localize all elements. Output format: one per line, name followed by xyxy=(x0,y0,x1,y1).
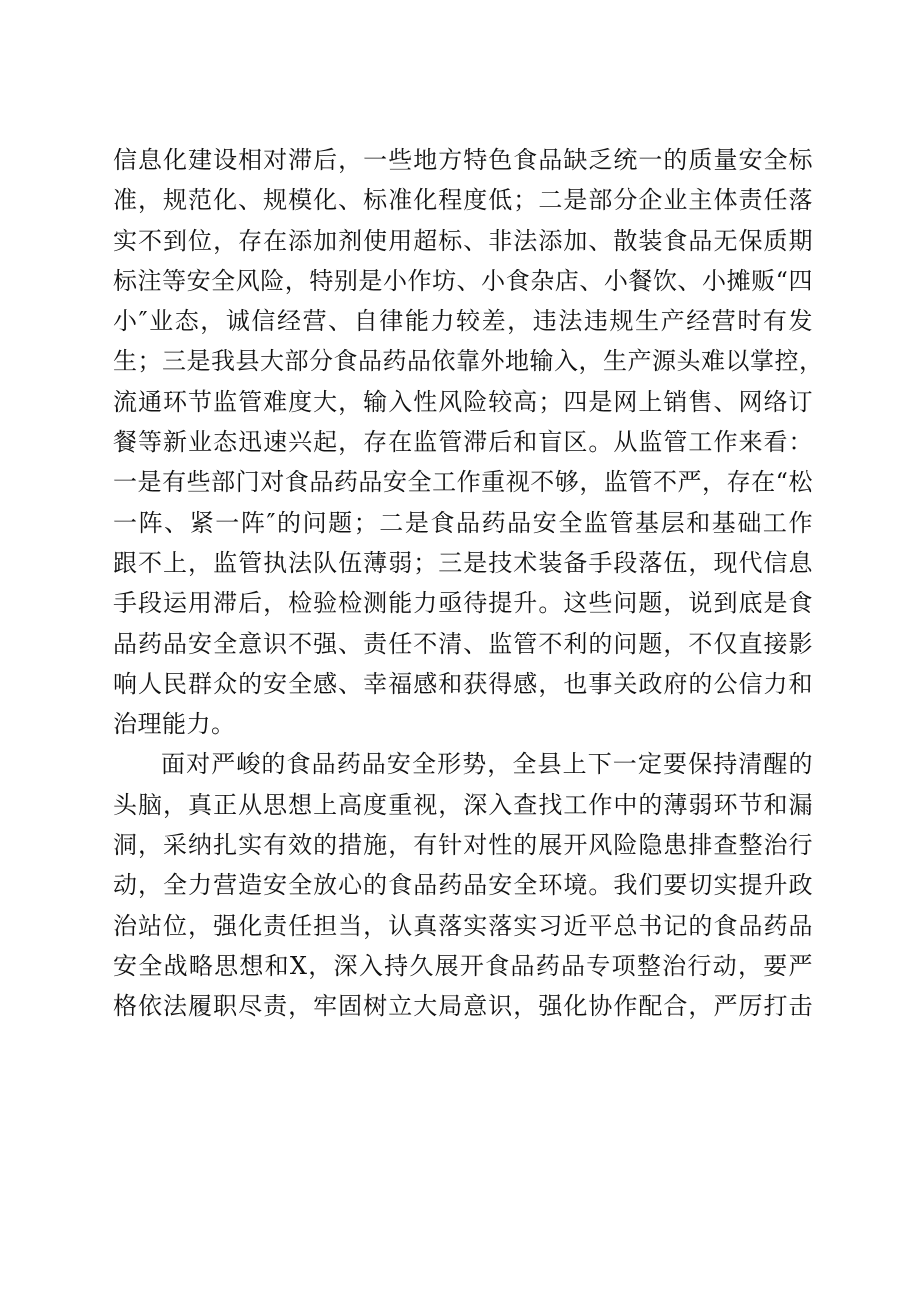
paragraph-line: 准，规范化、规模化、标准化程度低；二是部分企业主体责任落 xyxy=(113,186,813,215)
paragraph-line: 动，全力营造安全放心的食品药品安全环境。我们要切实提升政 xyxy=(113,871,813,900)
paragraph-line: 标注等安全风险，特别是小作坊、小食杂店、小餐饮、小摊贩“四 xyxy=(113,266,813,295)
paragraph-2 xyxy=(113,744,813,1026)
paragraph-line: 信息化建设相对滞后，一些地方特色食品缺乏统一的质量安全标 xyxy=(113,146,813,174)
paragraph-line: 餐等新业态迅速兴起，存在监管滞后和盲区。从监管工作来看： xyxy=(113,428,813,457)
paragraph-line: 跟不上，监管执法队伍薄弱；三是技术装备手段落伍，现代信息 xyxy=(113,548,813,577)
paragraph-line: 生；三是我县大部分食品药品依靠外地输入，生产源头难以掌控， xyxy=(113,347,824,376)
paragraph-line: 实不到位，存在添加剂使用超标、非法添加、散装食品无保质期 xyxy=(113,226,813,255)
paragraph-line: 流通环节监管难度大，输入性风险较高；四是网上销售、网络订 xyxy=(113,387,813,416)
body-text xyxy=(113,140,824,1027)
paragraph-line: 一阵、紧一阵″的问题；二是食品药品安全监管基层和基础工作 xyxy=(113,508,813,537)
paragraph-line: 安全战略思想和X，深入持久展开食品药品专项整治行动，要严 xyxy=(113,951,813,980)
paragraph-line: 响人民群众的安全感、幸福感和获得感，也事关政府的公信力和 xyxy=(113,669,813,698)
paragraph-line: 小″业态，诚信经营、自律能力较差，违法违规生产经营时有发 xyxy=(113,307,813,336)
paragraph-line: 品药品安全意识不强、责任不清、监管不利的问题，不仅直接影 xyxy=(113,629,813,658)
paragraph-line: 治理能力。 xyxy=(113,710,236,739)
paragraph-line: 头脑，真正从思想上高度重视，深入查找工作中的薄弱环节和漏 xyxy=(113,790,813,819)
paragraph-line: 一是有些部门对食品药品安全工作重视不够，监管不严，存在“松 xyxy=(113,468,813,497)
paragraph-line: 手段运用滞后，检验检测能力亟待提升。这些问题，说到底是食 xyxy=(113,589,813,618)
paragraph-line: 格依法履职尽责，牢固树立大局意识，强化协作配合，严厉打击 xyxy=(113,992,813,1021)
paragraph-1 xyxy=(113,140,824,744)
paragraph-line: 洞，采纳扎实有效的措施，有针对性的展开风险隐患排查整治行 xyxy=(113,831,813,860)
paragraph-line: 面对严峻的食品药品安全形势，全县上下一定要保持清醒的 xyxy=(161,750,813,779)
paragraph-line: 治站位，强化责任担当，认真落实落实习近平总书记的食品药品 xyxy=(113,911,813,940)
